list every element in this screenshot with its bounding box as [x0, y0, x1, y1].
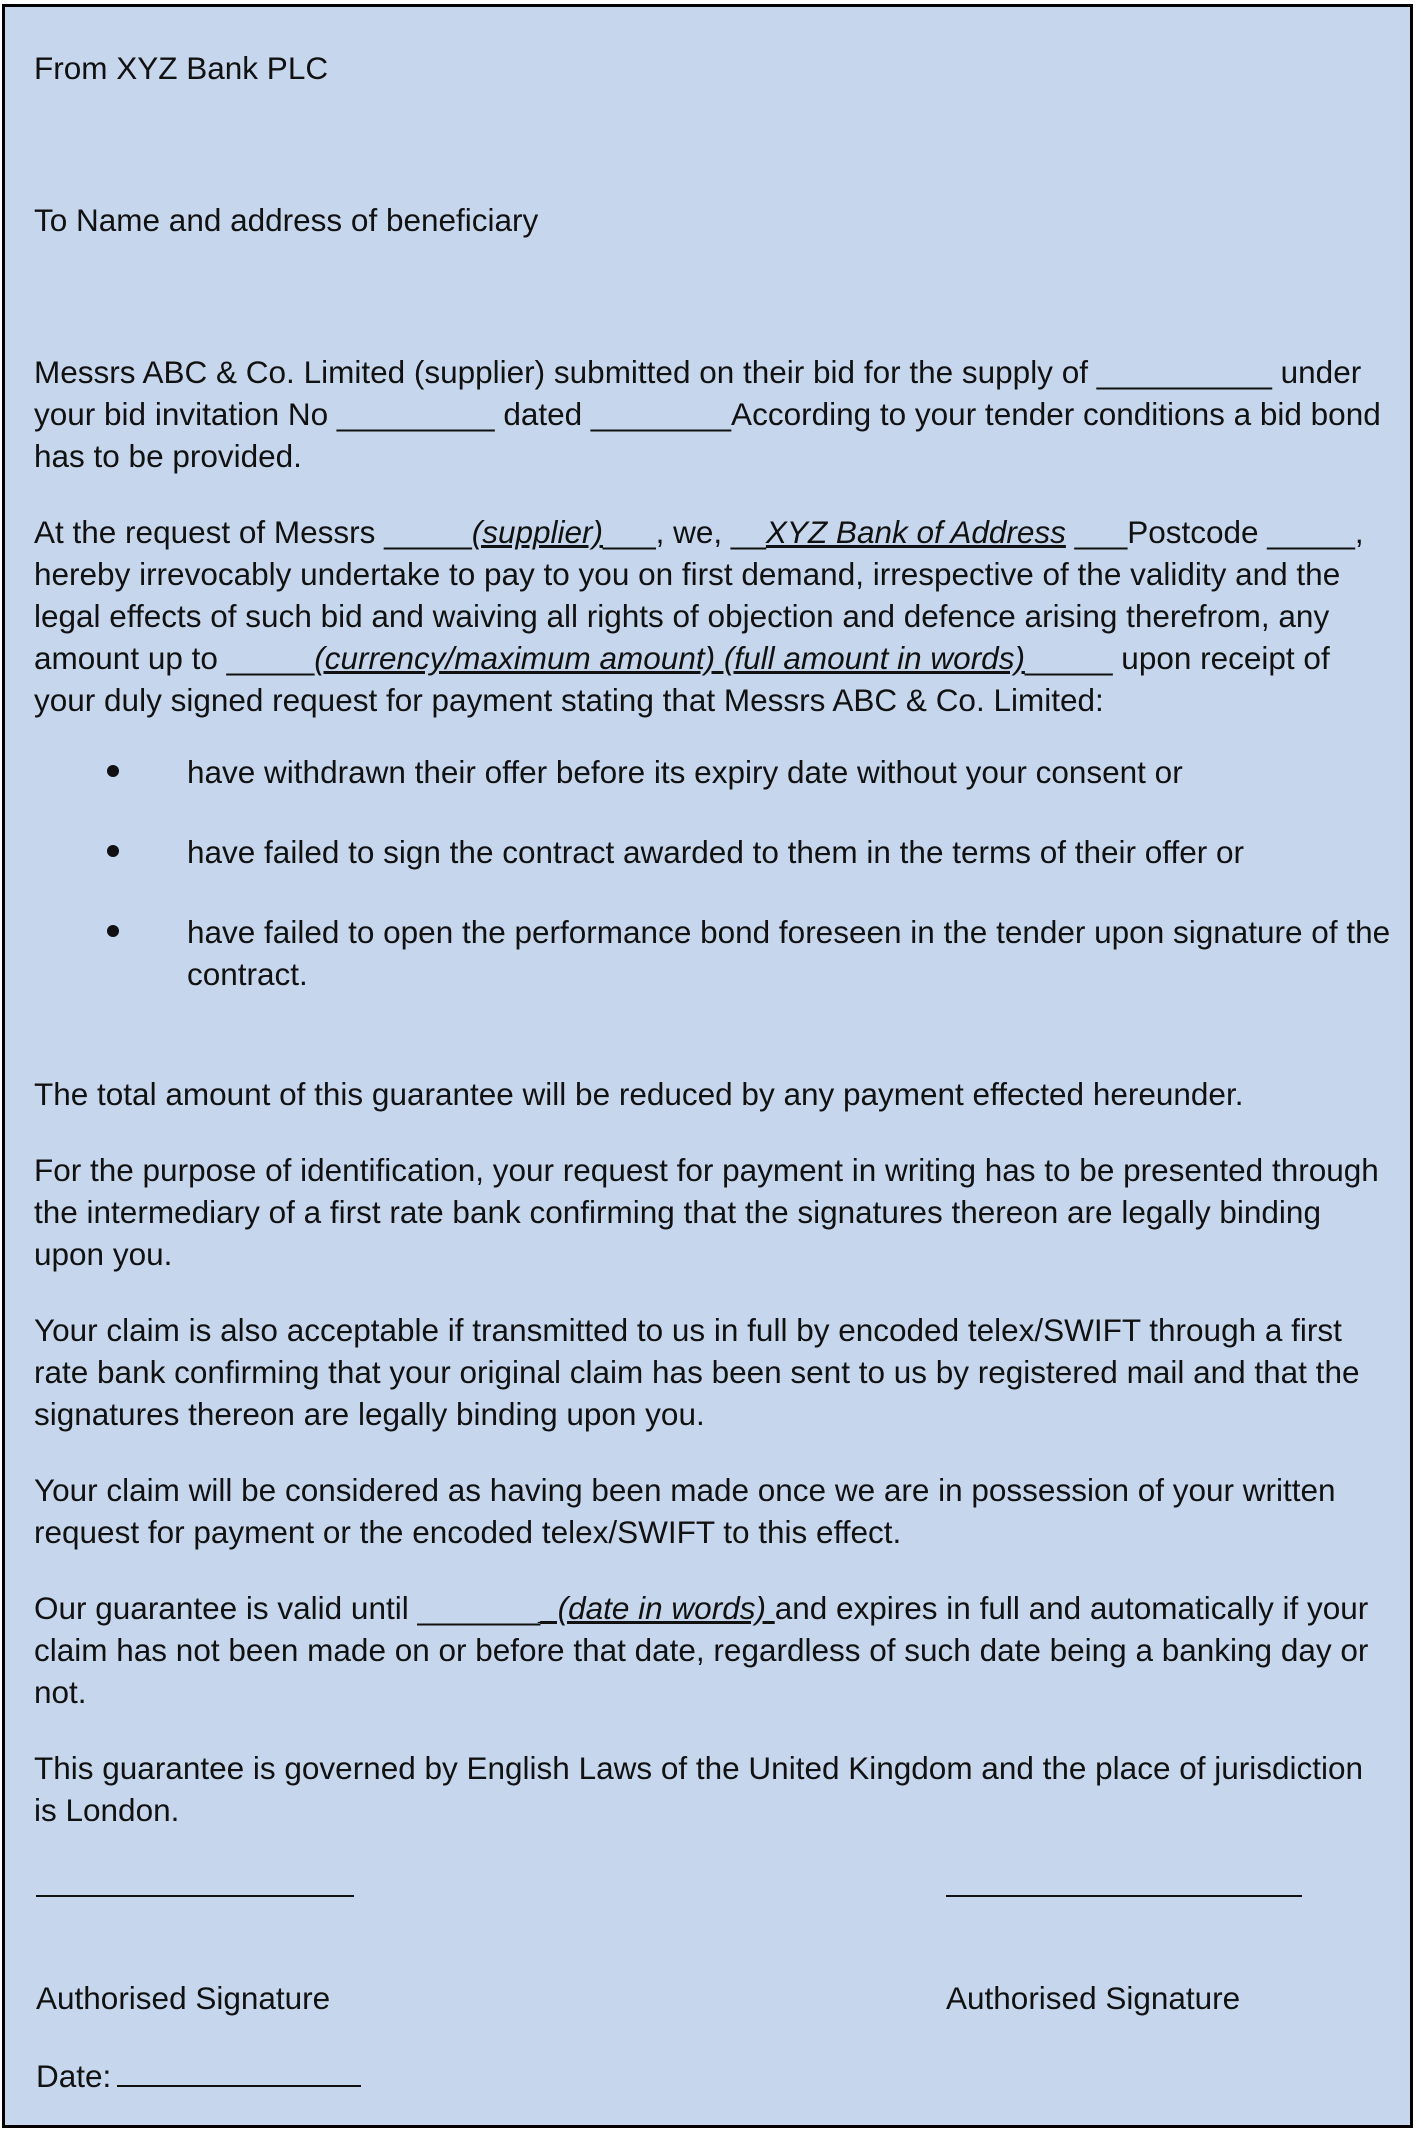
list-item	[34, 751, 1394, 793]
identification-paragraph: For the purpose of identification, your request for payment in writing has to be presented through the intermediary of a first rate bank confirming that the signatures thereon are legally binding upon you.	[34, 1152, 1379, 1272]
supplier-placeholder: (supplier)	[471, 514, 604, 550]
signature-line	[946, 1895, 1302, 1897]
date-in-words-placeholder: _(date in words)	[540, 1590, 775, 1626]
governing-law-paragraph: This guarantee is governed by English Laws of the United Kingdom and the place of jurisdiction is London.	[34, 1750, 1364, 1828]
list-item	[34, 911, 1394, 995]
bank-address-placeholder: XYZ Bank of Address	[765, 514, 1066, 550]
condition-text: have failed to sign the contract awarded to them in the terms of their offer or	[187, 834, 1244, 870]
telex-paragraph: Your claim is also acceptable if transmitted to us in full by encoded telex/SWIFT through a first rate bank confirming that your original claim has been sent to us by registered mail and that the signatures thereon are legally binding upon you.	[34, 1312, 1360, 1432]
list-item	[34, 831, 1394, 873]
request-text-3: ___Postcode _____, hereby irrevocably undertake to pay to you on first demand, irrespective of the validity and the legal effects of such bid and waiving all rights of objection and defence arising therefrom, any amount up to _____	[34, 514, 1364, 676]
validity-text-2: and expires in full and automatically if your claim has not been made on or before that date, regardless of such date being a banking day or not.	[34, 1590, 1369, 1710]
validity-paragraph	[34, 1587, 1394, 1713]
intro-paragraph: Messrs ABC & Co. Limited (supplier) submitted on their bid for the supply of __________ under your bid invitation No _________ dated ________According to your tender conditions a bid bond has to be provided.	[34, 354, 1381, 474]
to-line: To Name and address of beneficiary	[34, 202, 539, 238]
bid-bond-document	[2, 4, 1413, 2128]
document-body	[34, 47, 1394, 1865]
bullet-icon	[107, 765, 119, 777]
request-text-1: At the request of Messrs _____	[34, 514, 472, 550]
request-text-4: _____ upon receipt of your duly signed request for payment stating that Messrs ABC & Co. Limited:	[34, 640, 1330, 718]
amount-placeholder: (currency/maximum amount) (full amount in words)	[314, 640, 1025, 676]
condition-text: have withdrawn their offer before its expiry date without your consent or	[187, 754, 1183, 790]
conditions-list	[34, 751, 1394, 995]
request-paragraph	[34, 511, 1394, 721]
right-signature-block	[946, 1895, 1306, 2016]
request-text-2: ___, we, __	[603, 514, 766, 550]
from-line: From XYZ Bank PLC	[34, 50, 329, 86]
claim-considered-paragraph: Your claim will be considered as having been made once we are in possession of your written request for payment or the encoded telex/SWIFT to this effect.	[34, 1472, 1336, 1550]
condition-text: have failed to open the performance bond foreseen in the tender upon signature of the contract.	[187, 914, 1391, 992]
date-row	[36, 2055, 361, 2097]
signature-label: Authorised Signature	[36, 1980, 331, 2016]
validity-text-1: Our guarantee is valid until _______	[34, 1590, 541, 1626]
signature-line	[36, 1895, 354, 1897]
left-signature-block	[36, 1895, 396, 2016]
reduction-paragraph: The total amount of this guarantee will be reduced by any payment effected hereunder.	[34, 1076, 1244, 1112]
bullet-icon	[107, 925, 119, 937]
date-label: Date:	[36, 2058, 112, 2094]
bullet-icon	[107, 845, 119, 857]
signature-label: Authorised Signature	[946, 1980, 1241, 2016]
date-blank-line	[117, 2055, 361, 2087]
